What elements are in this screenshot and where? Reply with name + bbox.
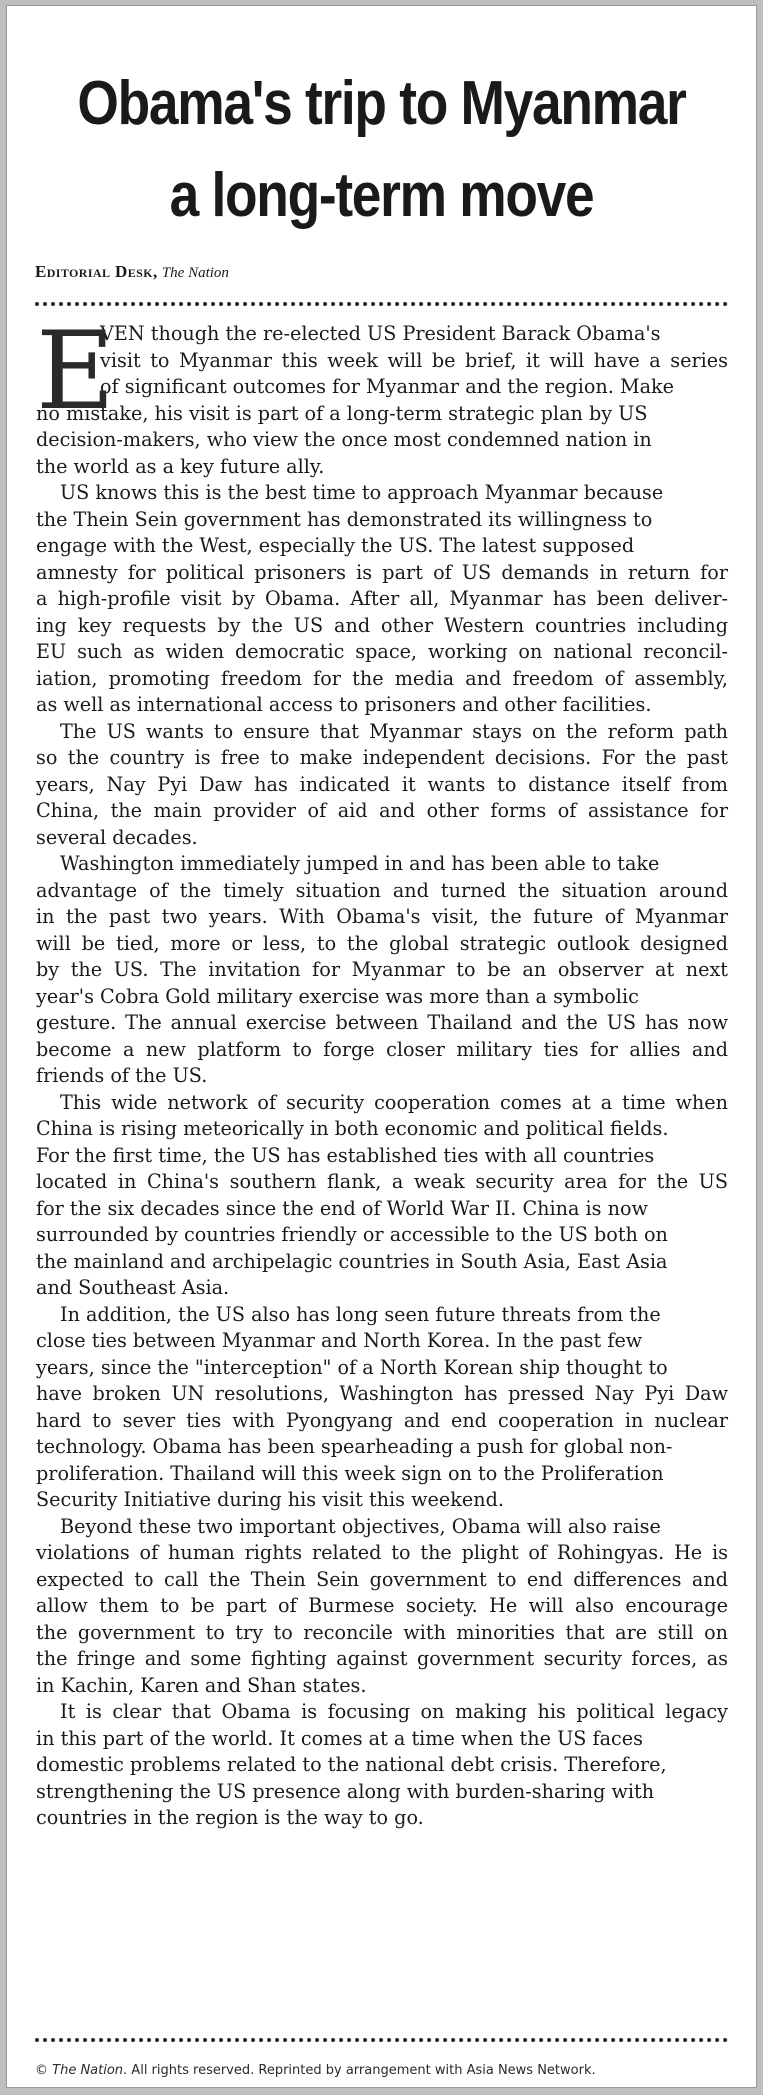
paragraph-line: This wide network of security cooperation comes at a time when [60,1090,728,1114]
headline-line-2: a long-term move [169,161,594,230]
article-paragraph [36,480,728,719]
paragraph-line: become a new platform to forge closer military ties for allies and [36,1037,728,1061]
paragraph-line: Security Initiative during his visit this weekend. [36,1488,504,1511]
article-paragraph [36,1514,728,1700]
paragraph-line: visit to Myanmar this week will be brief, it will have a series [100,348,728,372]
drop-cap: E [36,309,115,434]
paragraph-line: Washington immediately jumped in and has been able to take [60,852,660,875]
paragraph-line: no mistake, his visit is part of a long-term strategic plan by US [36,401,648,425]
paragraph-line: in the past two years. With Obama's visit, the future of Myanmar [36,905,728,928]
paragraph-line: located in China's southern flank, a weak security area for the US [36,1170,728,1193]
paragraph-line: amnesty for political prisoners is part of US demands in return for [36,560,728,584]
paragraph-line: The US wants to ensure that Myanmar stays on the reform path [60,719,728,743]
paragraph-line: decision-makers, who view the once most condemned nation in [36,428,652,451]
paragraph-line: years, Nay Pyi Daw has indicated it wants to distance itself from [36,772,728,796]
paragraph-line: engage with the West, especially the US. The latest supposed [36,534,635,557]
paragraph-line: expected to call the Thein Sein government to end differences and [36,1567,728,1591]
byline-desk: Editorial Desk, [35,262,158,281]
headline-line-1: Obama's trip to Myanmar [77,69,686,138]
paragraph-line: Beyond these two important objectives, Obama will also raise [60,1514,661,1538]
paragraph-line: technology. Obama has been spearheading a push for global non- [36,1435,673,1458]
headline [59,6,703,242]
paragraph-line: iation, promoting freedom for the media and freedom of assembly, [36,666,728,690]
paragraph-line: ing key requests by the US and other Western countries including [36,613,728,637]
paragraph-line: proliferation. Thailand will this week sign on to the Proliferation [36,1461,664,1485]
footer-text: . All rights reserved. Reprinted by arrangement with Asia News Network. [123,2063,596,2078]
paragraph-line: domestic problems related to the national debt crisis. Therefore, [36,1753,667,1776]
paragraph-line: allow them to be part of Burmese society. He will also encourage [36,1594,728,1617]
paragraph-line: advantage of the timely situation and turned the situation around [36,878,728,902]
paragraph-line: will be tied, more or less, to the global strategic outlook designed [36,931,728,955]
copyright-symbol: © [35,2063,48,2078]
paragraph-line: in Kachin, Karen and Shan states. [36,1673,367,1697]
paragraph-line: years, since the "interception" of a North Korean ship thought to [36,1355,668,1379]
article-paragraph [36,851,728,1090]
footer-publication: The Nation [52,2063,124,2078]
article-body [36,309,728,1832]
paragraph-line: in this part of the world. It comes at a time when the US faces [36,1726,643,1750]
article-paragraph [36,1302,728,1514]
paragraph-line: the fringe and some fighting against government security forces, as [36,1647,728,1670]
paragraph-line: It is clear that Obama is focusing on making his political legacy [60,1700,728,1723]
paragraph-line: a high-profile visit by Obama. After all, Myanmar has been deliver- [36,587,728,610]
paragraph-line: hard to sever ties with Pyongyang and end cooperation in nuclear [36,1408,728,1432]
paragraph-line: China is rising meteorically in both economic and political fields. [36,1117,669,1140]
paragraph-line: US knows this is the best time to approach Myanmar because [60,481,664,504]
paragraph-line: surrounded by countries friendly or accessible to the US both on [36,1223,668,1246]
paragraph-line: and Southeast Asia. [36,1276,230,1299]
article-paragraph [36,309,728,480]
paragraph-line: strengthening the US presence along with burden-sharing with [36,1779,655,1803]
paragraph-line: friends of the US. [36,1064,208,1087]
article-paragraph [36,1699,728,1832]
paragraph-line: for the six decades since the end of World War II. China is now [36,1196,648,1220]
paragraph-line: violations of human rights related to the plight of Rohingyas. He is [36,1541,728,1564]
paragraph-line: the mainland and archipelagic countries in South Asia, East Asia [36,1249,668,1273]
paragraph-line: close ties between Myanmar and North Korea. In the past few [36,1329,643,1352]
paragraph-line: so the country is free to make independent decisions. For the past [36,746,728,769]
paragraph-line: gesture. The annual exercise between Thailand and the US has now [36,1011,728,1034]
paragraph-line: China, the main provider of aid and other forms of assistance for [36,799,728,822]
paragraph-line: EU such as widen democratic space, working on national reconcil- [36,640,728,663]
paragraph-line: have broken UN resolutions, Washington has pressed Nay Pyi Daw [36,1382,728,1405]
paragraph-line: year's Cobra Gold military exercise was more than a symbolic [36,984,639,1008]
dotted-divider-bottom [35,2038,728,2042]
paragraph-line: In addition, the US also has long seen future threats from the [60,1302,661,1326]
byline [35,262,229,282]
article-page [6,5,757,2088]
paragraph-line: countries in the region is the way to go. [36,1806,424,1829]
paragraph-line: For the first time, the US has established ties with all countries [36,1143,655,1167]
article-paragraph [36,719,728,852]
paragraph-line: the government to try to reconcile with minorities that are still on [36,1620,728,1644]
paragraph-line: several decades. [36,825,198,849]
byline-publication: The Nation [161,265,229,281]
paragraph-line: as well as international access to prisoners and other facilities. [36,693,652,716]
paragraph-line: the Thein Sein government has demonstrated its willingness to [36,507,653,531]
paragraph-line: by the US. The invitation for Myanmar to be an observer at next [36,958,728,981]
paragraph-line: the world as a key future ally. [36,454,325,478]
paragraph-line: VEN though the re-elected US President Barack Obama's [100,322,661,345]
article-paragraph [36,1090,728,1302]
dotted-divider-top [35,302,728,306]
footer-credit [35,2063,596,2078]
paragraph-line: of significant outcomes for Myanmar and the region. Make [100,375,675,398]
